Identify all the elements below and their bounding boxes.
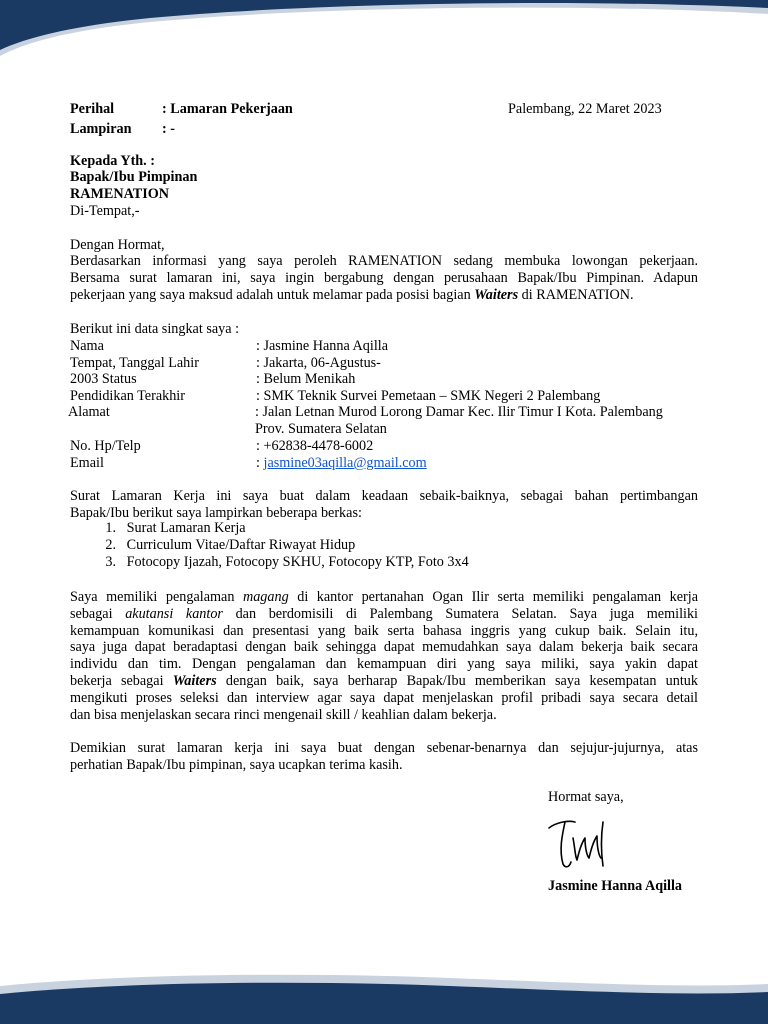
opening-paragraph [70,253,698,303]
opening-line: pekerjaan yang saya maksud adalah untuk melamar pada posisi bagian Waiters di RAMENATION. [70,286,634,303]
lampiran-label: Lampiran [70,121,132,137]
signature-image [545,808,615,872]
recipient-line2: Bapak/Ibu Pimpinan [70,169,198,185]
opening-line: Berdasarkan informasi yang saya peroleh RAMENATION sedang membuka lowongan pekerjaan. [70,253,698,269]
list-item: 1. Surat Lamaran Kerja [105,520,246,536]
alamat-value-line1: : Jalan Letnan Murod Lorong Damar Kec. Ilir Timur I Kota. Palembang [255,404,663,420]
experience-line: kemampuan komunikasi dan presentasi yang baik serta bahasa inggris yang cukup baik. Selain itu, [70,622,698,639]
experience-line: bekerja sebagai Waiters dengan baik, saya berharap Bapak/Ibu memberikan saya kesempatan untuk [70,672,698,689]
recipient-line4: Di-Tempat,- [70,203,140,219]
status-label: 2003 Status [70,371,137,387]
ttl-label: Tempat, Tanggal Lahir [70,355,199,371]
perihal-value: : Lamaran Pekerjaan [162,101,293,117]
experience-line: individu dan tim. Dengan pengalaman dan kemampuan diri yang saya miliki, saya yakin dapat [70,656,698,673]
lampiran-value: : - [162,121,175,137]
regards: Hormat saya, [548,789,624,805]
attachments-line: Surat Lamaran Kerja ini saya buat dalam keadaan sebaik-baiknya, sebagai bahan pertimbangan [70,488,698,504]
position-emphasis: Waiters [474,286,519,303]
email-link[interactable]: jasmine03aqilla@gmail.com [263,455,427,471]
ttl-value: : Jakarta, 06-Agustus- [256,355,381,371]
email-label: Email [70,455,104,471]
recipient-line1: Kepada Yth. : [70,153,155,169]
recipient-line3: RAMENATION [70,186,170,202]
closing-line: perhatian Bapak/Ibu pimpinan, saya ucapkan terima kasih. [70,756,403,773]
attachments-paragraph [70,488,698,522]
pendidikan-value: : SMK Teknik Survei Pemetaan – SMK Negeri 2 Palembang [256,388,601,404]
closing-paragraph [70,740,698,774]
place-date: Palembang, 22 Maret 2023 [508,101,662,117]
perihal-label: Perihal [70,101,115,117]
experience-line: Saya memiliki pengalaman magang di kantor pertanahan Ogan Ilir serta memiliki pengalaman kerja [70,589,698,605]
list-item: 3. Fotocopy Ijazah, Fotocopy SKHU, Fotocopy KTP, Foto 3x4 [105,553,469,570]
pendidikan-label: Pendidikan Terakhir [70,388,185,404]
greeting: Dengan Hormat, [70,237,165,253]
signer-name: Jasmine Hanna Aqilla [548,878,683,894]
experience-line: mengikuti proses seleksi dan interview agar saya dapat menjelaskan profil pribadi saya secara detail [70,689,698,706]
experience-line: sebagai akutansi kantor dan berdomisili di Palembang Sumatera Selatan. Saya juga memiliki [70,605,698,622]
nama-label: Nama [70,338,104,354]
attachment-list [70,520,469,570]
data-intro: Berikut ini data singkat saya : [70,321,240,337]
alamat-value-line2: Prov. Sumatera Selatan [255,421,387,437]
alamat-label: Alamat [68,404,110,420]
hp-value: : +62838-4478-6002 [256,438,374,454]
experience-line: saya juga dapat beradaptasi dengan baik sehingga dapat memudahkan saya dalam bekerja baik secara [70,639,698,656]
email-value-row: : jasmine03aqilla@gmail.com [256,455,427,471]
closing-line: Demikian surat lamaran kerja ini saya buat dengan sebenar-benarnya dan sejujur-jujurnya, atas [70,740,698,756]
status-value: : Belum Menikah [256,371,356,387]
attachments-line: Bapak/Ibu berikut saya lampirkan beberapa berkas: [70,504,362,521]
opening-line: Bersama surat lamaran ini, saya ingin bergabung dengan perusahaan Bapak/Ibu Pimpinan. Adapun [70,269,698,286]
list-item: 2. Curriculum Vitae/Daftar Riwayat Hidup [105,536,356,553]
experience-paragraph [70,589,698,723]
experience-line: dan bisa menjelaskan secara rinci mengenail skill / keahlian dalam bekerja. [70,706,497,723]
hp-label: No. Hp/Telp [70,438,141,454]
nama-value: : Jasmine Hanna Aqilla [256,338,388,354]
bottom-wave-decoration [0,964,768,1024]
top-wave-decoration [0,0,768,60]
